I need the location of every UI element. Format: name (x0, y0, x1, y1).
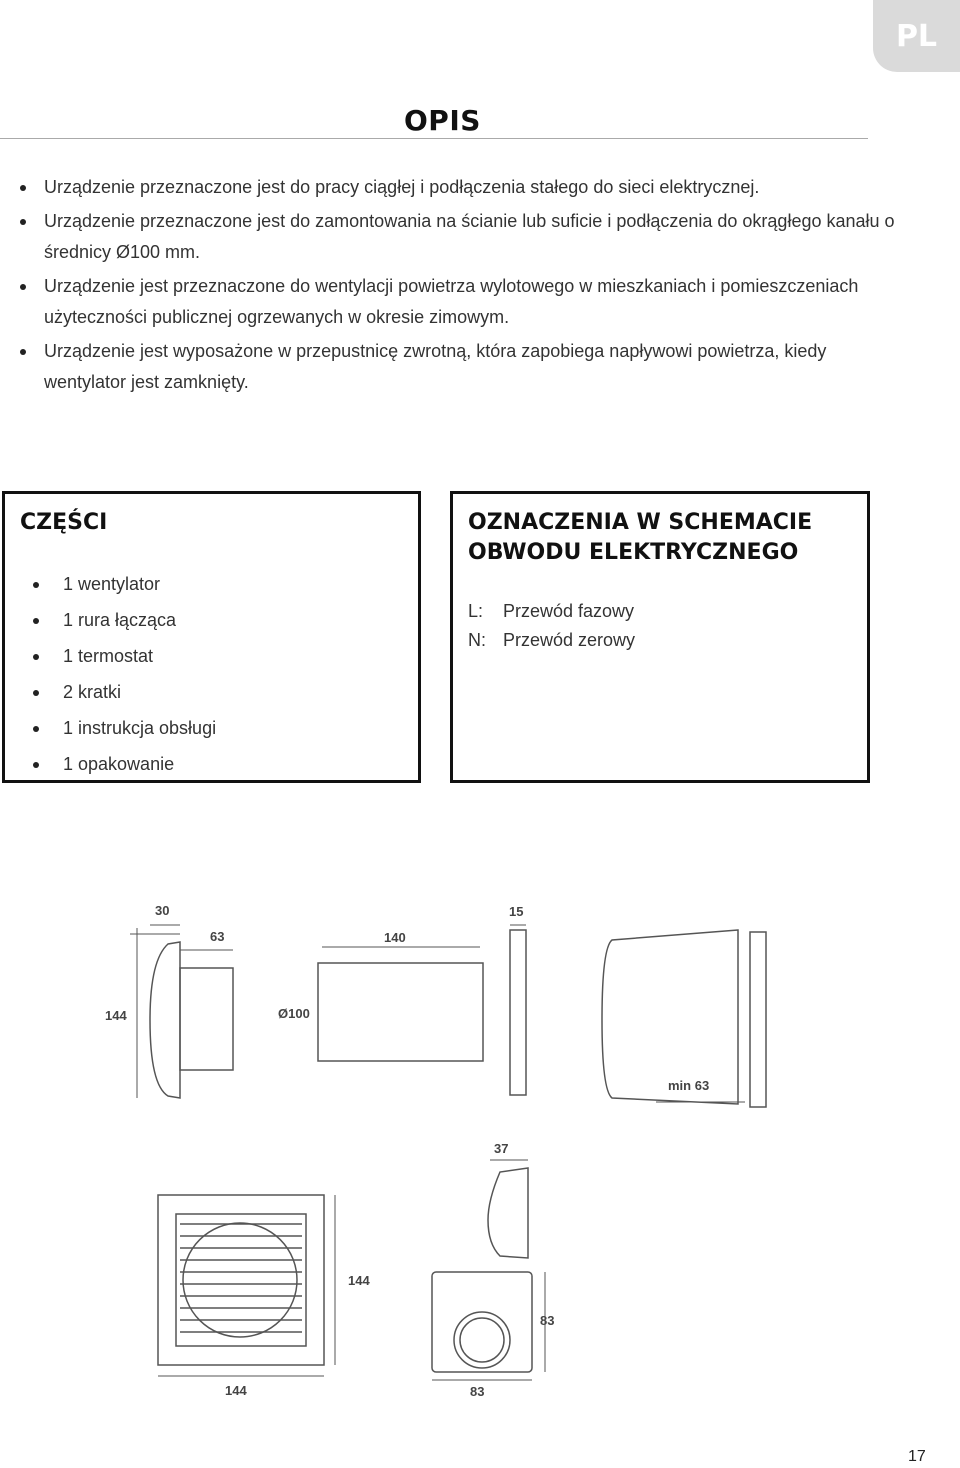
wire-label: Przewód fazowy (503, 601, 635, 621)
wiring-item (468, 626, 635, 655)
parts-list (33, 566, 216, 782)
parts-item: 1 opakowanie (33, 746, 216, 782)
dim-fan-body: 63 (210, 929, 225, 944)
description-item: Urządzenie przeznaczone jest do zamontowania na ścianie lub suficie i podłączenia do okrągłego kanału o średnicy Ø100 mm. (20, 206, 900, 268)
description-list (20, 172, 900, 401)
wire-code: N: (468, 630, 486, 650)
dim-thermo-height: 83 (540, 1313, 555, 1328)
connecting-pipe (318, 947, 483, 1061)
dim-pipe-diameter: Ø100 (278, 1006, 310, 1021)
wire-code: L: (468, 601, 484, 621)
dim-thermo-depth: 37 (494, 1141, 509, 1156)
parts-item: 2 kratki (33, 674, 216, 710)
dim-fan-depth: 30 (155, 903, 170, 918)
thermostat-side-view (488, 1160, 528, 1258)
parts-item: 1 rura łącząca (33, 602, 216, 638)
dim-pipe-length: 140 (384, 930, 406, 945)
page-number: 17 (908, 1448, 926, 1465)
language-tab: PL (873, 0, 960, 72)
description-item: Urządzenie jest wyposażone w przepustnicę zwrotną, która zapobiega napływowi powietrza, kiedy wentylator jest zamknięty. (20, 336, 900, 398)
dim-grille-min: min 63 (668, 1078, 710, 1093)
description-item: Urządzenie jest przeznaczone do wentylacji powietrza wylotowego w mieszkaniach i pomieszczeniach użyteczności publicznej ogrzewanych w okresie zimowym. (20, 271, 900, 333)
wiring-item (468, 597, 635, 626)
grille-side-view (510, 925, 526, 1095)
parts-heading: CZĘŚCI (20, 510, 108, 535)
parts-item: 1 instrukcja obsługi (33, 710, 216, 746)
wiring-list (468, 597, 635, 655)
description-item: Urządzenie przeznaczone jest do pracy ciągłej i podłączenia stałego do sieci elektrycznej. (20, 172, 900, 203)
technical-drawing (0, 880, 960, 1420)
wiring-box (450, 491, 870, 783)
dim-front-width: 144 (225, 1383, 247, 1398)
dim-grille-depth: 15 (509, 904, 524, 919)
dim-front-height: 144 (348, 1273, 370, 1288)
grille-front-view (158, 1195, 335, 1376)
dim-thermo-width: 83 (470, 1384, 485, 1399)
wiring-heading: OZNACZENIA W SCHEMACIE OBWODU ELEKTRYCZNEGO (468, 510, 813, 565)
parts-item: 1 wentylator (33, 566, 216, 602)
thermostat-front-view (432, 1272, 545, 1380)
fan-side-view (130, 925, 233, 1098)
parts-item: 1 termostat (33, 638, 216, 674)
page-title: OPIS (404, 104, 481, 137)
title-divider (0, 138, 868, 139)
parts-box (2, 491, 421, 783)
wire-label: Przewód zerowy (503, 630, 636, 650)
dim-fan-height: 144 (105, 1008, 127, 1023)
